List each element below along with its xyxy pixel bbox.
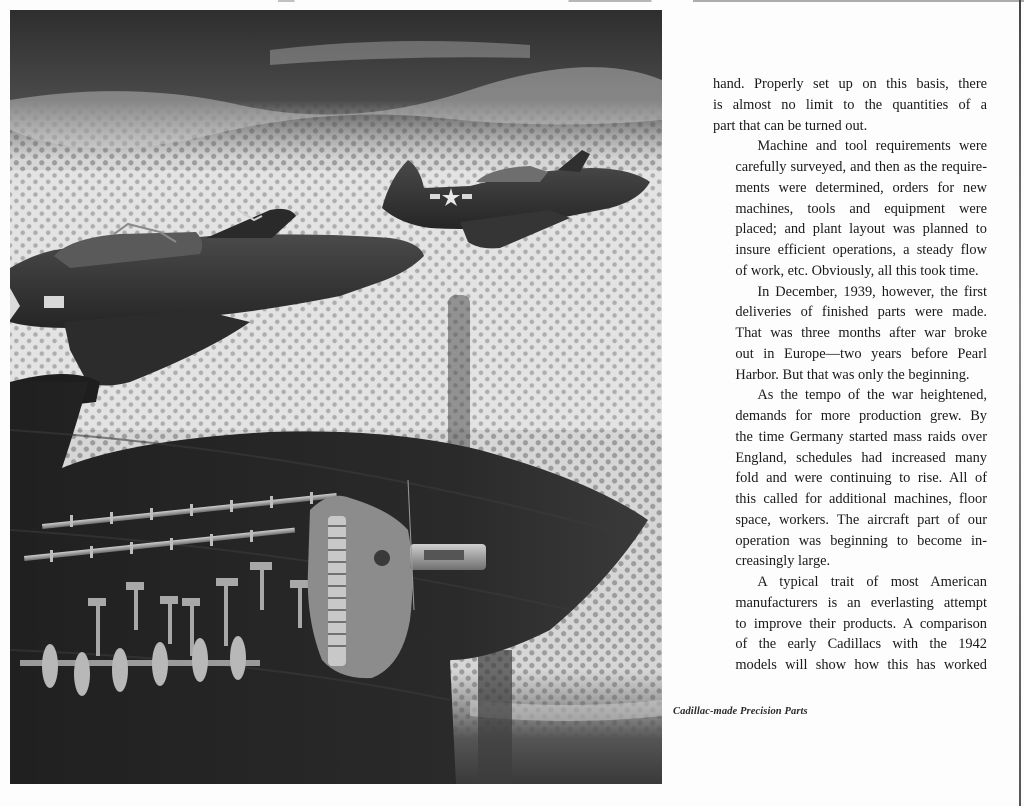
text-line: In December, 1939, however, the first — [757, 283, 987, 300]
text-line: deliveries of finished parts were made. — [735, 304, 987, 321]
text-line: placed; and plant layout was planned to — [735, 221, 987, 238]
paragraph-1 — [713, 74, 987, 136]
text-line: As the tempo of the war heightened, — [757, 387, 987, 404]
text-line: of the early Cadillacs with the 1942 — [735, 636, 987, 653]
paragraph-4 — [713, 385, 987, 572]
text-line: Harbor. But that was only the beginning. — [735, 366, 970, 383]
text-line: this called for additional machines, floor — [735, 491, 987, 507]
text-line: operation was beginning to become in- — [735, 532, 987, 549]
text-line: is almost no limit to the quantities of a — [713, 96, 987, 113]
text-line: Machine and tool requirements were — [757, 138, 987, 155]
text-line: machines, tools and equipment were — [735, 200, 987, 217]
text-line: to improve their products. A comparison — [735, 615, 987, 632]
illustration-caption: Cadillac-made Precision Parts — [673, 706, 808, 717]
text-line: models will show how this has worked — [735, 657, 987, 673]
text-line: ments were determined, orders for new — [735, 179, 987, 196]
paragraph-2 — [713, 136, 987, 281]
body-text-column — [713, 74, 987, 676]
text-line: That was three months after war broke — [735, 325, 987, 341]
text-line: the time Germany started mass raids over — [735, 428, 987, 445]
text-line: carefully surveyed, and then as the require- — [735, 159, 987, 175]
text-line: fold and were continuing to rise. All of — [735, 470, 987, 487]
scan-edge-marks — [195, 0, 1024, 2]
text-line: A typical trait of most American — [757, 574, 987, 590]
text-line: out in Europe—two years before Pearl — [735, 345, 987, 362]
text-line: insure efficient operations, a steady flow — [735, 242, 987, 258]
text-line: part that can be turned out. — [713, 117, 868, 134]
text-line: creasingly large. — [735, 553, 831, 570]
text-line: England, schedules had increased many — [735, 449, 987, 466]
page-edge — [1019, 0, 1021, 806]
illustration-planes-and-engine-parts — [10, 10, 662, 784]
text-line: hand. Properly set up on this basis, there — [713, 76, 987, 92]
paragraph-5 — [713, 572, 987, 676]
text-line: space, workers. The aircraft part of our — [735, 511, 987, 528]
text-line: demands for more production grew. By — [735, 408, 987, 424]
paragraph-3 — [713, 282, 987, 386]
text-line: manufacturers is an everlasting attempt — [735, 594, 987, 611]
text-line: of work, etc. Obviously, all this took time. — [735, 262, 979, 279]
